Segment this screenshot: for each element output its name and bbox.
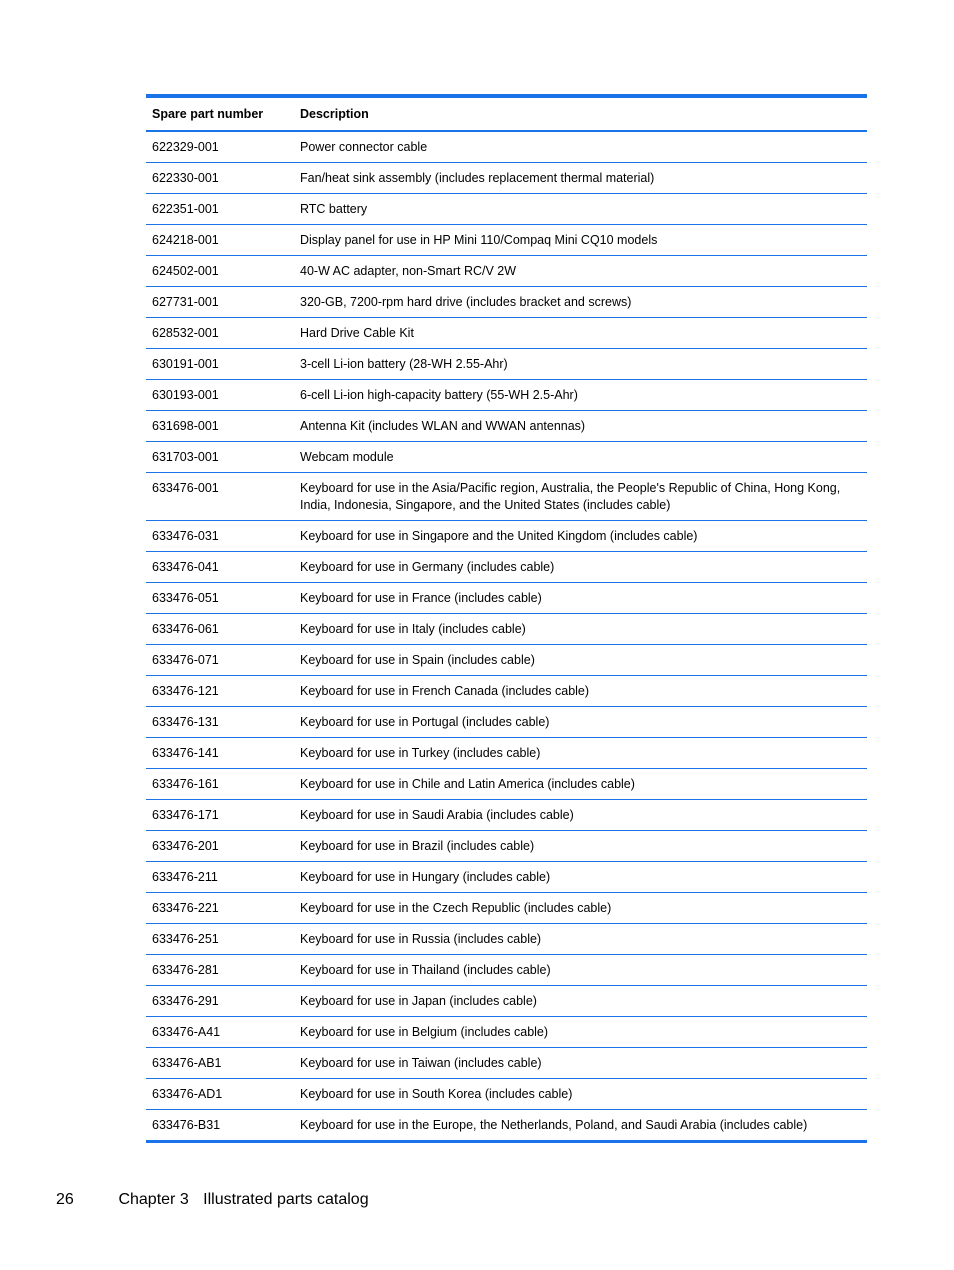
- table-row: [146, 738, 867, 769]
- spare-part-number-cell: 630193-001: [146, 380, 294, 411]
- description-cell: Keyboard for use in Russia (includes cable): [294, 924, 867, 955]
- spare-part-number-cell: 633476-041: [146, 552, 294, 583]
- table-header-row: [146, 96, 867, 131]
- spare-part-number-cell: 633476-001: [146, 473, 294, 521]
- description-cell: Hard Drive Cable Kit: [294, 318, 867, 349]
- table-row: [146, 1079, 867, 1110]
- chapter-title: Illustrated parts catalog: [203, 1191, 369, 1208]
- table-row: [146, 473, 867, 521]
- description-cell: Keyboard for use in Singapore and the United Kingdom (includes cable): [294, 521, 867, 552]
- spare-part-number-cell: 633476-051: [146, 583, 294, 614]
- table-row: [146, 707, 867, 738]
- spare-part-number-cell: 633476-141: [146, 738, 294, 769]
- table-row: [146, 583, 867, 614]
- description-cell: Keyboard for use in Saudi Arabia (includes cable): [294, 800, 867, 831]
- table-row: [146, 442, 867, 473]
- table-row: [146, 800, 867, 831]
- description-cell: Keyboard for use in Hungary (includes cable): [294, 862, 867, 893]
- spare-part-number-cell: 633476-061: [146, 614, 294, 645]
- spare-part-number-cell: 622330-001: [146, 163, 294, 194]
- table-body: [146, 131, 867, 1142]
- spare-part-number-cell: 633476-A41: [146, 1017, 294, 1048]
- column-header-part-number: Spare part number: [146, 96, 294, 131]
- chapter-label: Chapter 3: [118, 1191, 189, 1208]
- description-cell: Keyboard for use in the Europe, the Netherlands, Poland, and Saudi Arabia (includes cable): [300, 1118, 808, 1132]
- description-cell: Webcam module: [294, 442, 867, 473]
- table-row: [146, 955, 867, 986]
- spare-part-number-cell: 633476-281: [146, 955, 294, 986]
- spare-part-number-cell: 633476-161: [146, 769, 294, 800]
- page-footer: [56, 1191, 369, 1209]
- table-row: [146, 349, 867, 380]
- table-row: [146, 256, 867, 287]
- description-cell: Keyboard for use in the Czech Republic (includes cable): [294, 893, 867, 924]
- table-row: [146, 521, 867, 552]
- spare-part-number-cell: 622329-001: [146, 131, 294, 163]
- table-row: [146, 614, 867, 645]
- table-row: [146, 769, 867, 800]
- description-cell: Keyboard for use in Thailand (includes cable): [294, 955, 867, 986]
- column-header-description: Description: [294, 96, 867, 131]
- table-row: [146, 986, 867, 1017]
- table-row: [146, 552, 867, 583]
- table-row: [146, 411, 867, 442]
- description-cell: Keyboard for use in Japan (includes cable): [294, 986, 867, 1017]
- description-cell: Keyboard for use in Taiwan (includes cable): [294, 1048, 867, 1079]
- table-row: [146, 194, 867, 225]
- description-cell: Keyboard for use in Italy (includes cable): [294, 614, 867, 645]
- table-row: [146, 893, 867, 924]
- spare-part-number-cell: 633476-171: [146, 800, 294, 831]
- spare-part-number-cell: 633476-201: [146, 831, 294, 862]
- table-row: [146, 380, 867, 411]
- description-cell: Keyboard for use in Portugal (includes cable): [294, 707, 867, 738]
- spare-part-number-cell: 633476-B31: [152, 1118, 221, 1132]
- description-cell: Keyboard for use in France (includes cable): [294, 583, 867, 614]
- table-row: [146, 318, 867, 349]
- table-row: [146, 831, 867, 862]
- table-row: [146, 862, 867, 893]
- table-row: [146, 1110, 867, 1142]
- description-cell: Keyboard for use in Turkey (includes cable): [294, 738, 867, 769]
- description-cell: Keyboard for use in the Asia/Pacific region, Australia, the People's Republic of China, Hong Kong, India, Indonesia, Singapore, and the United States (includes cable): [294, 473, 867, 521]
- description-cell: Keyboard for use in Germany (includes cable): [294, 552, 867, 583]
- description-cell: Keyboard for use in Brazil (includes cable): [294, 831, 867, 862]
- spare-part-number-cell: 633476-221: [146, 893, 294, 924]
- table-row: [146, 924, 867, 955]
- spare-part-number-cell: 633476-071: [146, 645, 294, 676]
- spare-part-number-cell: 622351-001: [146, 194, 294, 225]
- spare-part-number-cell: 630191-001: [146, 349, 294, 380]
- spare-part-number-cell: 628532-001: [146, 318, 294, 349]
- table-row: [146, 645, 867, 676]
- spare-part-number-cell: 624502-001: [146, 256, 294, 287]
- spare-part-number-cell: 633476-211: [146, 862, 294, 893]
- description-cell: Keyboard for use in French Canada (includes cable): [294, 676, 867, 707]
- description-cell: Keyboard for use in Chile and Latin America (includes cable): [294, 769, 867, 800]
- page-number: 26: [56, 1191, 74, 1208]
- spare-part-number-cell: 633476-291: [146, 986, 294, 1017]
- description-cell: RTC battery: [294, 194, 867, 225]
- description-cell: Display panel for use in HP Mini 110/Compaq Mini CQ10 models: [294, 225, 867, 256]
- description-cell: Keyboard for use in Belgium (includes cable): [294, 1017, 867, 1048]
- spare-part-number-cell: 627731-001: [146, 287, 294, 318]
- spare-part-number-cell: 633476-131: [146, 707, 294, 738]
- spare-part-number-cell: 633476-AB1: [146, 1048, 294, 1079]
- description-cell: 3-cell Li-ion battery (28-WH 2.55-Ahr): [294, 349, 867, 380]
- table-row: [146, 1048, 867, 1079]
- spare-part-number-cell: 631703-001: [146, 442, 294, 473]
- spare-part-number-cell: 624218-001: [146, 225, 294, 256]
- spare-part-number-cell: 633476-251: [146, 924, 294, 955]
- table-row: [146, 163, 867, 194]
- description-cell: 6-cell Li-ion high-capacity battery (55-WH 2.5-Ahr): [294, 380, 867, 411]
- spare-part-number-cell: 633476-031: [146, 521, 294, 552]
- description-cell: 40-W AC adapter, non-Smart RC/V 2W: [294, 256, 867, 287]
- table-row: [146, 287, 867, 318]
- table-row: [146, 225, 867, 256]
- table-row: [146, 131, 867, 163]
- description-cell: Power connector cable: [294, 131, 867, 163]
- description-cell: 320-GB, 7200-rpm hard drive (includes bracket and screws): [294, 287, 867, 318]
- table-row: [146, 1017, 867, 1048]
- table-row: [146, 676, 867, 707]
- description-cell: Fan/heat sink assembly (includes replacement thermal material): [294, 163, 867, 194]
- description-cell: Keyboard for use in South Korea (includes cable): [294, 1079, 867, 1110]
- description-cell: Keyboard for use in Spain (includes cable): [294, 645, 867, 676]
- spare-part-number-cell: 631698-001: [146, 411, 294, 442]
- spare-parts-table: [146, 94, 867, 1143]
- spare-part-number-cell: 633476-121: [146, 676, 294, 707]
- description-cell: Antenna Kit (includes WLAN and WWAN antennas): [294, 411, 867, 442]
- spare-part-number-cell: 633476-AD1: [146, 1079, 294, 1110]
